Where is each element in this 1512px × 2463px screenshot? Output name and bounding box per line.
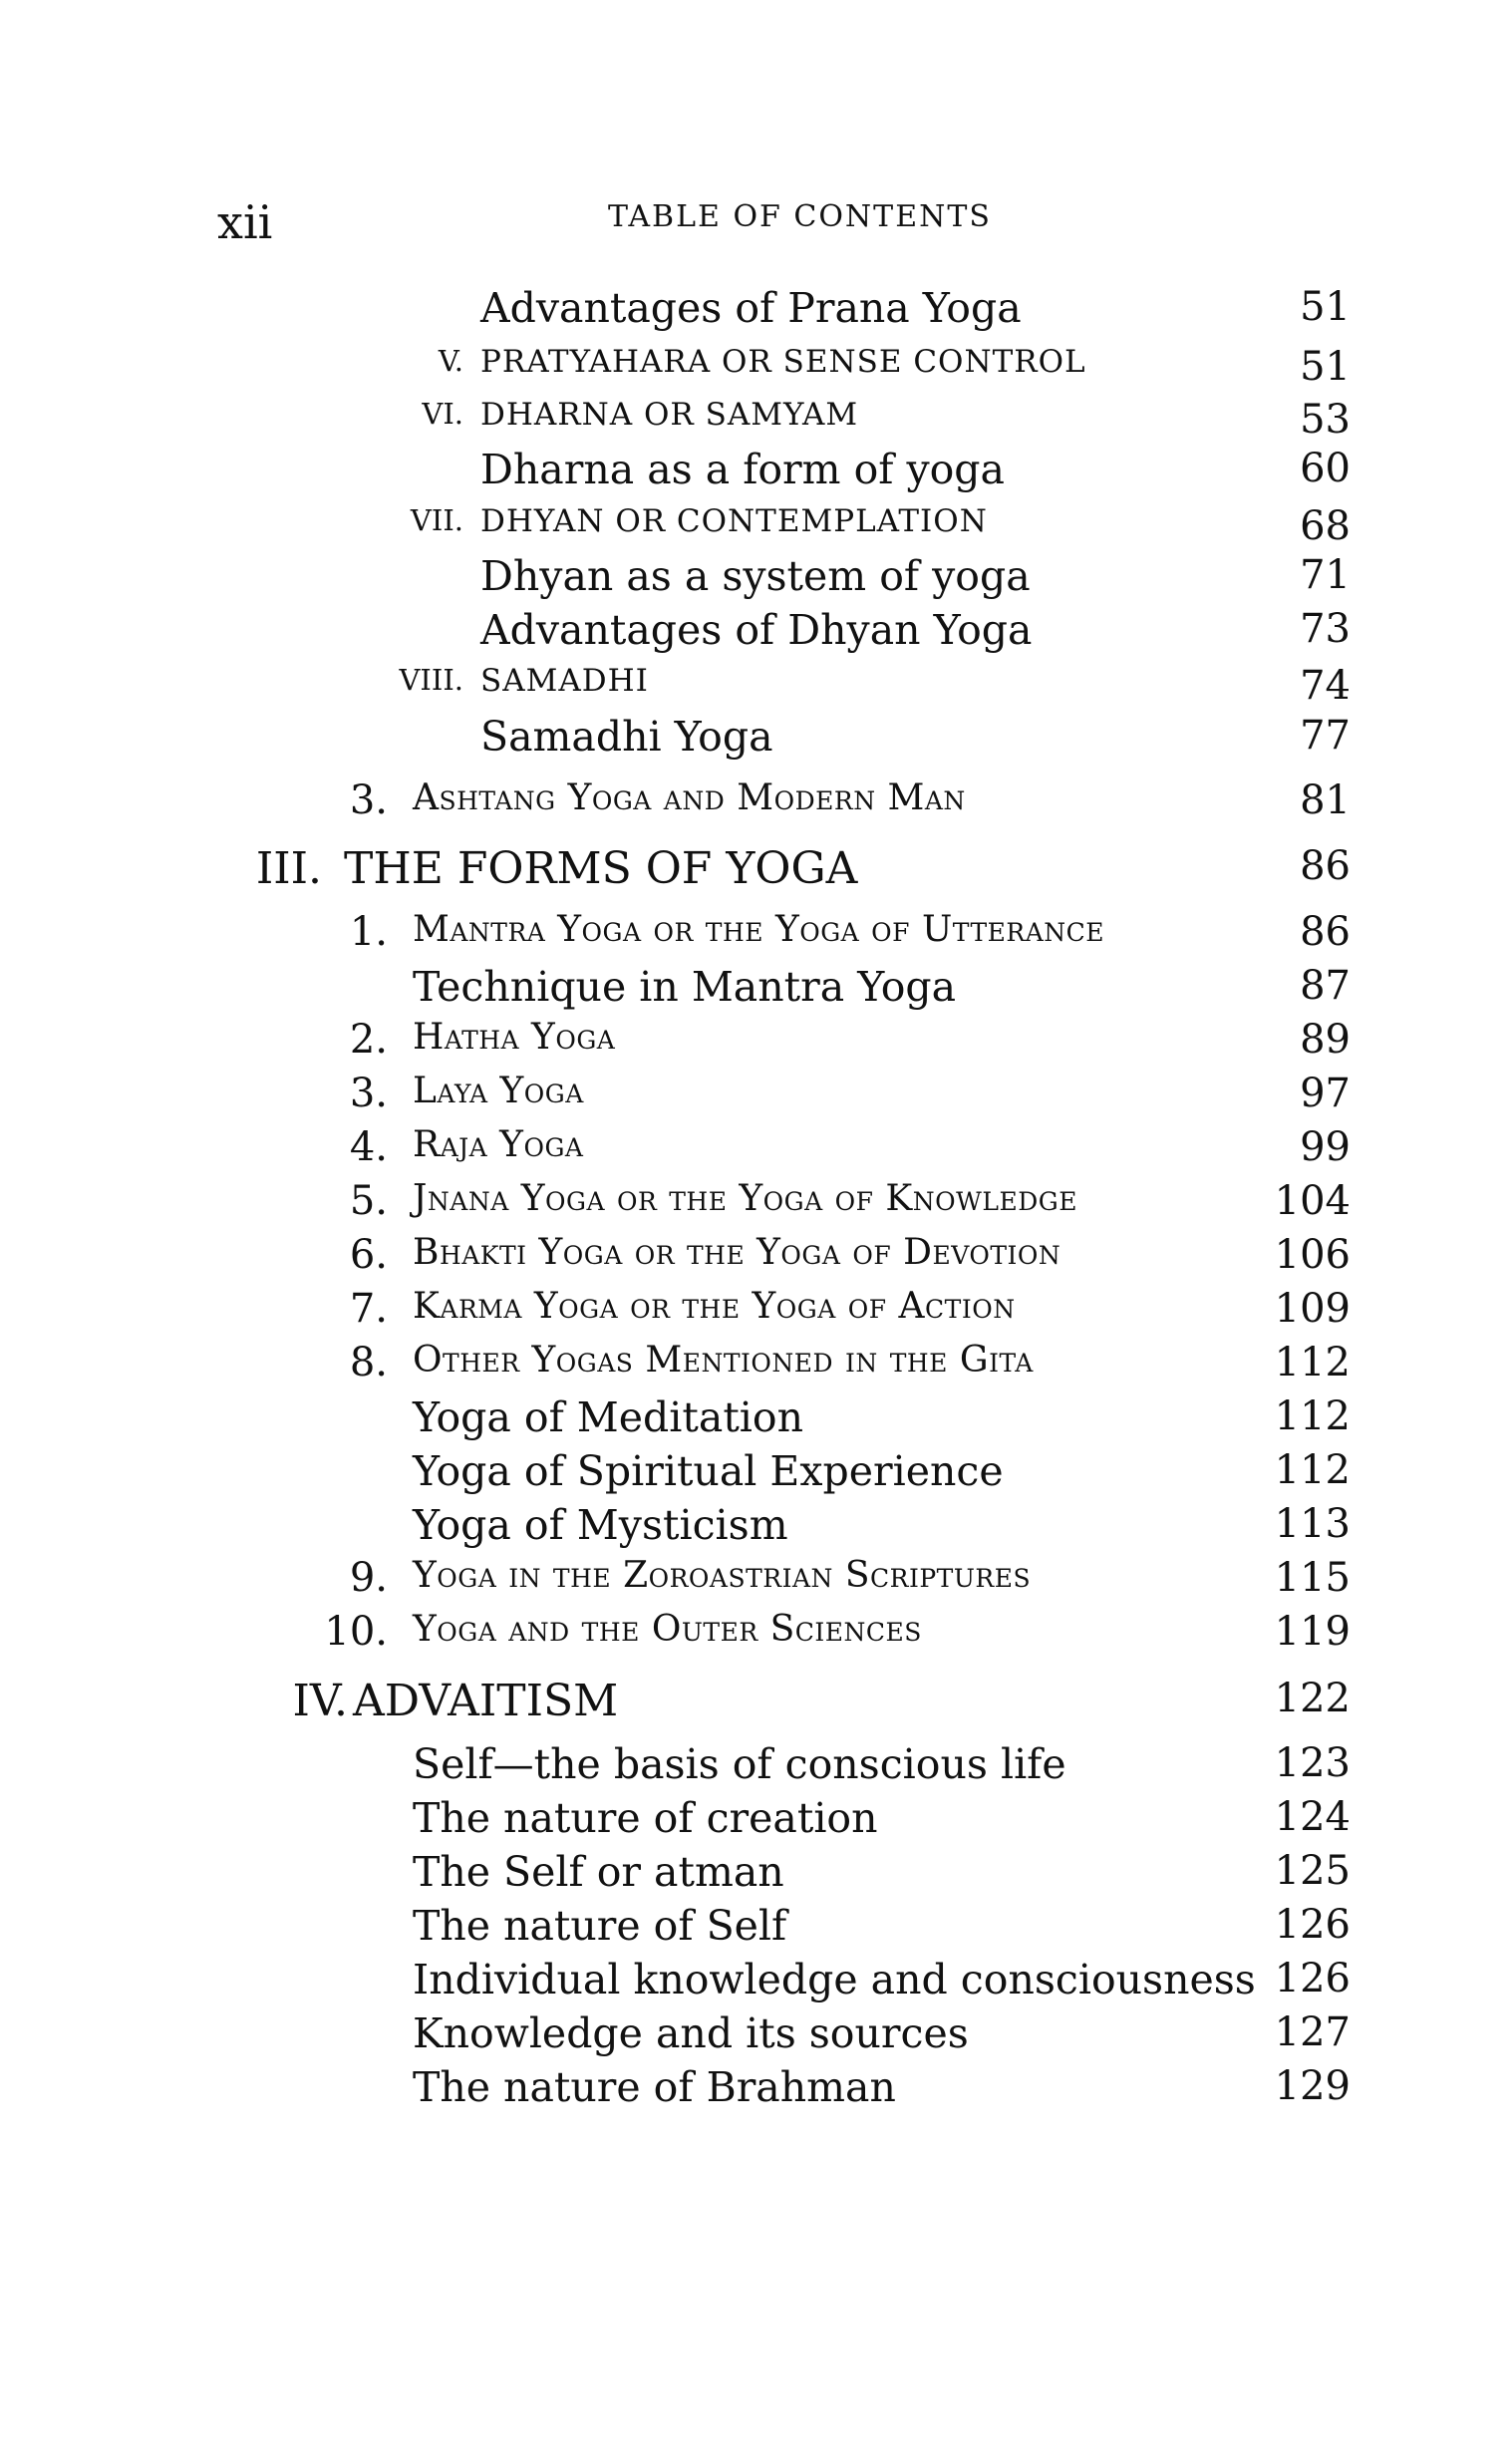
toc-entry [0,963,1512,1015]
toc-entry-number: VI. [422,397,463,431]
toc-entry-page: 109 [1274,1286,1351,1332]
toc-entry-page: 126 [1274,1902,1351,1948]
toc-entry [0,1340,1512,1391]
toc-entry [0,1609,1512,1661]
toc-entry-page: 97 [1300,1071,1351,1116]
toc-entry [0,1740,1512,1792]
toc-chapter [0,843,1512,895]
toc-entry-page: 86 [1300,843,1351,889]
toc-entry-title: The nature of Self [413,1902,787,1950]
toc-entry-title: Jnana Yoga or the Yoga of Knowledge [413,1178,1077,1219]
toc-entry [0,1848,1512,1900]
toc-entry [0,446,1512,497]
toc-entry-title: Individual knowledge and consciousness [413,1956,1256,2003]
toc-entry-title: Yoga in the Zoroastrian Scriptures [413,1555,1032,1596]
toc-entry [0,503,1512,555]
toc-entry-title: The nature of creation [413,1794,878,1842]
toc-entry-title: Dhyan as a system of yoga [480,552,1031,600]
toc-entry-page: 113 [1274,1501,1351,1547]
toc-entry-page: 112 [1274,1447,1351,1493]
toc-entry-title: Samadhi Yoga [480,713,773,761]
toc-entry-page: 51 [1300,284,1351,330]
toc-entry-title: Laya Yoga [413,1071,584,1111]
running-title: TABLE OF CONTENTS [608,199,992,234]
toc-entry [0,1393,1512,1445]
toc-entry-title: Yoga of Meditation [413,1393,804,1441]
toc-entry-page: 119 [1274,1609,1351,1655]
toc-entry-title: Yoga and the Outer Sciences [413,1609,922,1650]
toc-entry-title: Other Yogas Mentioned in the Gita [413,1340,1034,1381]
toc-entry-page: 126 [1274,1956,1351,2001]
toc-entry-number: 6. [349,1232,388,1278]
toc-chapter-title: ADVAITISM [353,1676,619,1726]
toc-entry-page: 51 [1300,344,1351,390]
toc-entry [0,284,1512,336]
toc-entry-page: 115 [1274,1555,1351,1601]
toc-entry-number: 7. [349,1286,388,1332]
toc-entry [0,1017,1512,1069]
toc-entry [0,1286,1512,1338]
toc-entry-title: Knowledge and its sources [413,2009,969,2057]
toc-entry-page: 81 [1300,777,1351,823]
toc-entry-page: 73 [1300,606,1351,652]
toc-entry-title: Ashtang Yoga and Modern Man [413,777,966,818]
toc-entry-title: The Self or atman [413,1848,784,1896]
toc-chapter [0,1676,1512,1727]
toc-entry-title: SAMADHI [480,663,649,699]
toc-entry [0,344,1512,396]
toc-entry [0,777,1512,829]
toc-entry-number: 5. [349,1178,388,1224]
toc-entry [0,552,1512,604]
toc-entry-page: 68 [1300,503,1351,549]
toc-entry [0,2063,1512,2115]
toc-entry [0,713,1512,765]
toc-entry-number: V. [438,344,463,378]
toc-entry-page: 87 [1300,963,1351,1009]
toc-entry [0,397,1512,449]
toc-entry [0,1902,1512,1954]
toc-entry [0,1447,1512,1499]
toc-entry [0,2009,1512,2061]
toc-entry [0,1555,1512,1607]
toc-entry-number: VIII. [399,663,463,697]
toc-entry-page: 86 [1300,909,1351,955]
toc-entry [0,1178,1512,1230]
toc-entry-number: 9. [349,1555,388,1601]
toc-entry [0,1071,1512,1122]
toc-entry-title: Karma Yoga or the Yoga of Action [413,1286,1016,1327]
toc-entry-number: VII. [410,503,463,537]
toc-entry-title: Yoga of Spiritual Experience [413,1447,1004,1495]
toc-entry [0,606,1512,658]
toc-entry-page: 124 [1274,1794,1351,1840]
toc-entry-number: 1. [349,909,388,955]
toc-entry-title: DHARNA OR SAMYAM [480,397,859,433]
toc-entry-title: Hatha Yoga [413,1017,616,1058]
toc-entry-page: 123 [1274,1740,1351,1786]
toc-entry-page: 89 [1300,1017,1351,1063]
toc-entry-page: 112 [1274,1393,1351,1439]
toc-entry-title: Yoga of Mysticism [413,1501,788,1549]
toc-entry-title: Raja Yoga [413,1124,584,1165]
toc-entry [0,1232,1512,1284]
toc-entry-title: The nature of Brahman [413,2063,896,2111]
toc-chapter-title: THE FORMS OF YOGA [344,843,858,894]
toc-entry-number: 3. [349,1071,388,1116]
toc-chapter-number: IV. [292,1676,348,1726]
toc-entry-page: 122 [1274,1676,1351,1721]
toc-entry-number: 4. [349,1124,388,1170]
toc-entry-title: Technique in Mantra Yoga [413,963,957,1011]
toc-entry-page: 74 [1300,663,1351,709]
toc-entry-page: 127 [1274,2009,1351,2055]
toc-entry-page: 71 [1300,552,1351,598]
toc-entry-title: Dharna as a form of yoga [480,446,1005,493]
toc-entry-title: Mantra Yoga or the Yoga of Utterance [413,909,1104,950]
toc-entry-title: Advantages of Prana Yoga [480,284,1022,332]
toc-entry [0,1501,1512,1553]
toc-entry-title: Advantages of Dhyan Yoga [480,606,1033,654]
toc-entry [0,1124,1512,1176]
toc-entry-page: 125 [1274,1848,1351,1894]
toc-entry-page: 129 [1274,2063,1351,2109]
toc-entry-title: Self—the basis of conscious life [413,1740,1066,1788]
toc-entry [0,663,1512,715]
toc-entry-page: 104 [1274,1178,1351,1224]
toc-entry-page: 112 [1274,1340,1351,1385]
toc-chapter-number: III. [255,843,322,894]
toc-entry-page: 60 [1300,446,1351,491]
toc-entry-page: 77 [1300,713,1351,759]
toc-entry [0,909,1512,961]
toc-entry-number: 8. [349,1340,388,1385]
toc-entry-title: PRATYAHARA OR SENSE CONTROL [480,344,1086,380]
toc-entry [0,1956,1512,2007]
toc-entry [0,1794,1512,1846]
toc-entry-page: 106 [1274,1232,1351,1278]
toc-entry-page: 99 [1300,1124,1351,1170]
toc-entry-number: 3. [349,777,388,823]
toc-entry-title: Bhakti Yoga or the Yoga of Devotion [413,1232,1061,1273]
toc-entry-number: 2. [349,1017,388,1063]
toc-entry-title: DHYAN OR CONTEMPLATION [480,503,988,539]
toc-entry-page: 53 [1300,397,1351,443]
page-number: xii [217,195,273,249]
toc-entry-number: 10. [324,1609,388,1655]
